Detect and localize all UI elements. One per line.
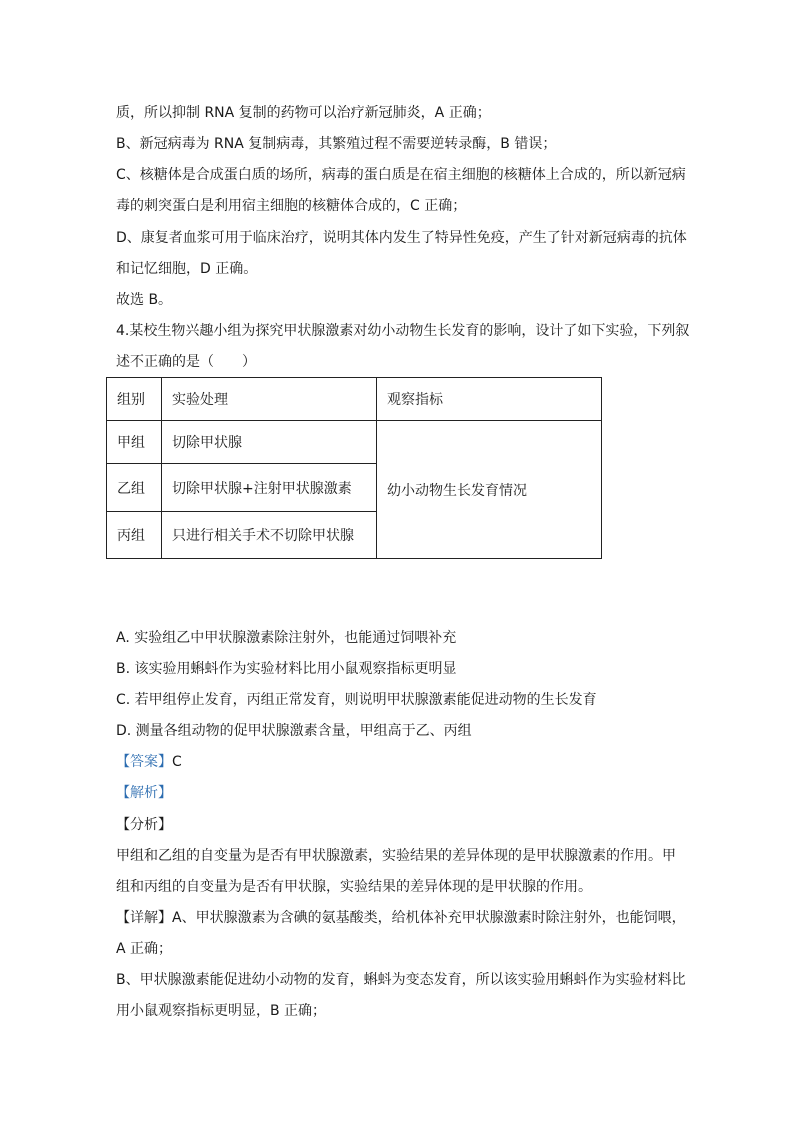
cell-treatment: 切除甲状腺+注射甲状腺激素 bbox=[162, 464, 377, 512]
text-line: 甲组和乙组的自变量为是否有甲状腺激素，实验结果的差异体现的是甲状腺激素的作用。甲 bbox=[116, 848, 676, 864]
experiment-table bbox=[106, 377, 602, 559]
text-line: 用小鼠观察指标更明显，B 正确； bbox=[116, 1003, 327, 1019]
question-stem: 4.某校生物兴趣小组为探究甲状腺激素对幼小动物生长发育的影响，设计了如下实验，下列叙 bbox=[116, 323, 690, 339]
option-a: A. 实验组乙中甲状腺激素除注射外，也能通过饲喂补充 bbox=[116, 630, 457, 646]
text-line: 故选 B。 bbox=[116, 292, 173, 308]
option-b: B. 该实验用蝌蚪作为实验材料比用小鼠观察指标更明显 bbox=[116, 661, 457, 677]
table-header-row bbox=[107, 378, 602, 421]
text-line: 毒的刺突蛋白是利用宿主细胞的核糖体合成的，C 正确； bbox=[116, 198, 467, 214]
cell-group: 乙组 bbox=[107, 464, 162, 512]
cell-observation: 幼小动物生长发育情况 bbox=[377, 421, 602, 559]
question-stem: 述不正确的是（ ） bbox=[116, 354, 256, 370]
text-line: D、康复者血浆可用于临床治疗，说明其体内发生了特异性免疫，产生了针对新冠病毒的抗体 bbox=[116, 230, 687, 246]
answer-label: 【答案】 bbox=[116, 754, 172, 770]
cell-treatment: 切除甲状腺 bbox=[162, 421, 377, 464]
text-line: B、甲状腺激素能促进幼小动物的发育，蝌蚪为变态发育，所以该实验用蝌蚪作为实验材料比 bbox=[116, 972, 686, 988]
text-line: A 正确； bbox=[116, 941, 173, 957]
text-line: 质，所以抑制 RNA 复制的药物可以治疗新冠肺炎，A 正确； bbox=[116, 105, 491, 121]
cell-group: 甲组 bbox=[107, 421, 162, 464]
cell-group: 丙组 bbox=[107, 512, 162, 559]
header-observation: 观察指标 bbox=[377, 378, 602, 421]
analysis-label: 【解析】 bbox=[116, 785, 172, 801]
option-d: D. 测量各组动物的促甲状腺激素含量，甲组高于乙、丙组 bbox=[116, 723, 472, 739]
cell-treatment: 只进行相关手术不切除甲状腺 bbox=[162, 512, 377, 559]
text-line: 组和丙组的自变量为是否有甲状腺，实验结果的差异体现的是甲状腺的作用。 bbox=[116, 879, 592, 895]
text-line: B、新冠病毒为 RNA 复制病毒，其繁殖过程不需要逆转录酶，B 错误； bbox=[116, 136, 557, 152]
header-treatment: 实验处理 bbox=[162, 378, 377, 421]
fenxi-label: 【分析】 bbox=[116, 817, 172, 833]
text-line: 和记忆细胞，D 正确。 bbox=[116, 261, 258, 277]
answer-value: C bbox=[172, 754, 182, 770]
option-c: C. 若甲组停止发育，丙组正常发育，则说明甲状腺激素能促进动物的生长发育 bbox=[116, 692, 597, 708]
header-group: 组别 bbox=[107, 378, 162, 421]
text-line: C、核糖体是合成蛋白质的场所，病毒的蛋白质是在宿主细胞的核糖体上合成的，所以新冠病 bbox=[116, 167, 686, 183]
table-row bbox=[107, 421, 602, 464]
text-line: 【详解】A、甲状腺激素为含碘的氨基酸类，给机体补充甲状腺激素时除注射外，也能饲喂， bbox=[116, 910, 686, 926]
answer-line bbox=[116, 752, 182, 772]
